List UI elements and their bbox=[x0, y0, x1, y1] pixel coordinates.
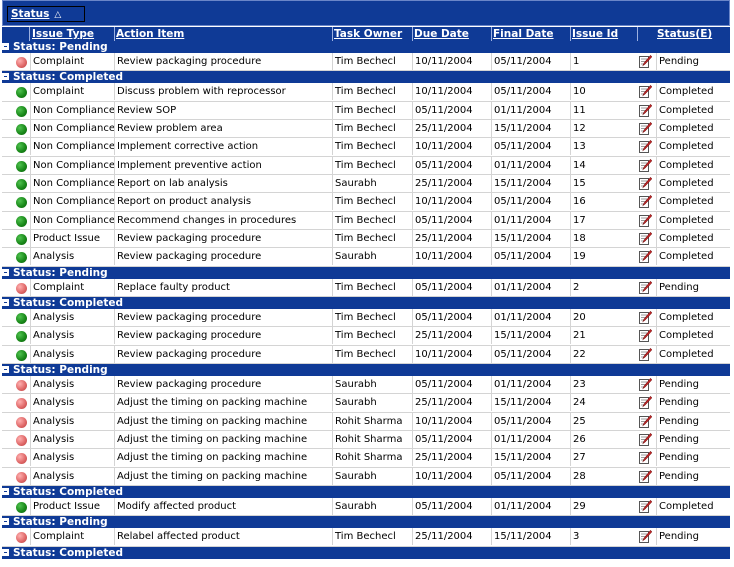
edit-icon[interactable] bbox=[639, 500, 652, 513]
group-header-row[interactable] bbox=[2, 547, 730, 559]
cell-status-e: Pending bbox=[656, 468, 730, 485]
cell-task-owner: Saurabh bbox=[332, 175, 413, 192]
status-pending-indicator-icon bbox=[16, 435, 27, 446]
cell-task-owner: Tim Bechecl bbox=[332, 279, 413, 296]
collapse-toggle-icon[interactable] bbox=[2, 73, 9, 80]
edit-icon[interactable] bbox=[639, 159, 652, 172]
collapse-toggle-icon[interactable] bbox=[2, 299, 9, 306]
cell-issue-type: Analysis bbox=[30, 394, 115, 411]
cell-status-e: Completed bbox=[656, 138, 730, 155]
cell-final-date: 01/11/2004 bbox=[491, 376, 571, 393]
cell-due-date: 25/11/2004 bbox=[412, 394, 492, 411]
group-by-label: Status bbox=[11, 8, 50, 20]
table-row[interactable] bbox=[2, 120, 730, 138]
collapse-toggle-icon[interactable] bbox=[2, 488, 9, 495]
cell-issue-type: Complaint bbox=[30, 279, 115, 296]
cell-action-item: Relabel affected product bbox=[114, 528, 333, 545]
cell-due-date: 05/11/2004 bbox=[412, 212, 492, 229]
cell-final-date: 05/11/2004 bbox=[491, 83, 571, 100]
grid-body bbox=[2, 41, 730, 559]
cell-issue-type: Product Issue bbox=[30, 230, 115, 247]
cell-issue-type: Non Compliance bbox=[30, 175, 115, 192]
cell-action-item: Implement preventive action bbox=[114, 157, 333, 174]
cell-issue-id: 15 bbox=[570, 175, 638, 192]
cell-issue-type: Non Compliance bbox=[30, 212, 115, 229]
status-completed-indicator-icon bbox=[16, 350, 27, 361]
table-row[interactable] bbox=[2, 346, 730, 364]
cell-task-owner: Tim Bechecl bbox=[332, 102, 413, 119]
cell-action-item: Review SOP bbox=[114, 102, 333, 119]
cell-action-item: Report on product analysis bbox=[114, 193, 333, 210]
table-row[interactable] bbox=[2, 309, 730, 327]
table-row[interactable] bbox=[2, 230, 730, 248]
status-completed-indicator-icon bbox=[16, 87, 27, 98]
cell-issue-type: Analysis bbox=[30, 449, 115, 466]
table-row[interactable] bbox=[2, 431, 730, 449]
cell-task-owner: Tim Bechecl bbox=[332, 309, 413, 326]
cell-due-date: 05/11/2004 bbox=[412, 279, 492, 296]
cell-issue-type: Complaint bbox=[30, 83, 115, 100]
cell-task-owner: Saurabh bbox=[332, 248, 413, 265]
cell-status-e: Pending bbox=[656, 376, 730, 393]
group-header-row[interactable] bbox=[2, 41, 730, 53]
cell-issue-id: 10 bbox=[570, 83, 638, 100]
cell-issue-type: Non Compliance bbox=[30, 157, 115, 174]
cell-status-e: Completed bbox=[656, 83, 730, 100]
column-header-due-date[interactable]: Due Date bbox=[414, 28, 469, 40]
table-row[interactable] bbox=[2, 212, 730, 230]
cell-issue-id: 26 bbox=[570, 431, 638, 448]
cell-status-e: Pending bbox=[656, 449, 730, 466]
edit-icon[interactable] bbox=[639, 177, 652, 190]
cell-issue-id: 27 bbox=[570, 449, 638, 466]
cell-issue-id: 17 bbox=[570, 212, 638, 229]
cell-issue-id: 24 bbox=[570, 394, 638, 411]
status-pending-indicator-icon bbox=[16, 283, 27, 294]
cell-task-owner: Tim Bechecl bbox=[332, 193, 413, 210]
table-row[interactable] bbox=[2, 138, 730, 156]
cell-task-owner: Tim Bechecl bbox=[332, 327, 413, 344]
cell-final-date: 05/11/2004 bbox=[491, 53, 571, 70]
cell-issue-type: Analysis bbox=[30, 431, 115, 448]
cell-status-e: Completed bbox=[656, 193, 730, 210]
status-completed-indicator-icon bbox=[16, 313, 27, 324]
cell-due-date: 10/11/2004 bbox=[412, 248, 492, 265]
cell-issue-id: 22 bbox=[570, 346, 638, 363]
cell-issue-id: 29 bbox=[570, 498, 638, 515]
collapse-toggle-icon[interactable] bbox=[2, 366, 9, 373]
status-completed-indicator-icon bbox=[16, 331, 27, 342]
cell-issue-type: Analysis bbox=[30, 413, 115, 430]
cell-due-date: 10/11/2004 bbox=[412, 413, 492, 430]
cell-action-item: Adjust the timing on packing machine bbox=[114, 468, 333, 485]
group-by-status-chip[interactable] bbox=[7, 6, 85, 22]
cell-final-date: 05/11/2004 bbox=[491, 193, 571, 210]
cell-issue-type: Non Compliance bbox=[30, 102, 115, 119]
header-separator bbox=[29, 27, 30, 41]
edit-icon[interactable] bbox=[639, 104, 652, 117]
status-completed-indicator-icon bbox=[16, 106, 27, 117]
cell-status-e: Completed bbox=[656, 309, 730, 326]
cell-due-date: 25/11/2004 bbox=[412, 528, 492, 545]
cell-due-date: 10/11/2004 bbox=[412, 83, 492, 100]
cell-issue-id: 12 bbox=[570, 120, 638, 137]
cell-status-e: Pending bbox=[656, 279, 730, 296]
cell-issue-type: Analysis bbox=[30, 346, 115, 363]
collapse-toggle-icon[interactable] bbox=[2, 43, 9, 50]
cell-final-date: 01/11/2004 bbox=[491, 431, 571, 448]
cell-task-owner: Tim Bechecl bbox=[332, 157, 413, 174]
edit-icon[interactable] bbox=[639, 348, 652, 361]
cell-task-owner: Tim Bechecl bbox=[332, 120, 413, 137]
cell-action-item: Adjust the timing on packing machine bbox=[114, 394, 333, 411]
status-pending-indicator-icon bbox=[16, 398, 27, 409]
cell-status-e: Completed bbox=[656, 230, 730, 247]
cell-issue-type: Analysis bbox=[30, 309, 115, 326]
cell-final-date: 15/11/2004 bbox=[491, 394, 571, 411]
cell-final-date: 05/11/2004 bbox=[491, 138, 571, 155]
cell-action-item: Review packaging procedure bbox=[114, 376, 333, 393]
table-row[interactable] bbox=[2, 53, 730, 71]
cell-status-e: Completed bbox=[656, 346, 730, 363]
cell-action-item: Adjust the timing on packing machine bbox=[114, 431, 333, 448]
cell-issue-id: 2 bbox=[570, 279, 638, 296]
table-row[interactable] bbox=[2, 83, 730, 101]
cell-final-date: 01/11/2004 bbox=[491, 309, 571, 326]
cell-action-item: Recommend changes in procedures bbox=[114, 212, 333, 229]
cell-status-e: Completed bbox=[656, 212, 730, 229]
cell-final-date: 15/11/2004 bbox=[491, 449, 571, 466]
edit-icon[interactable] bbox=[639, 451, 652, 464]
cell-issue-id: 23 bbox=[570, 376, 638, 393]
edit-icon[interactable] bbox=[639, 433, 652, 446]
group-header-row[interactable] bbox=[2, 364, 730, 376]
cell-status-e: Completed bbox=[656, 102, 730, 119]
status-completed-indicator-icon bbox=[16, 252, 27, 263]
cell-task-owner: Tim Bechecl bbox=[332, 230, 413, 247]
cell-final-date: 15/11/2004 bbox=[491, 120, 571, 137]
group-label: Status: Completed bbox=[13, 71, 124, 84]
edit-icon[interactable] bbox=[639, 195, 652, 208]
cell-action-item: Review packaging procedure bbox=[114, 230, 333, 247]
group-label: Status: Completed bbox=[13, 546, 124, 559]
cell-due-date: 05/11/2004 bbox=[412, 431, 492, 448]
group-header-row[interactable] bbox=[2, 297, 730, 309]
cell-task-owner: Tim Bechecl bbox=[332, 53, 413, 70]
table-row[interactable] bbox=[2, 327, 730, 345]
table-row[interactable] bbox=[2, 175, 730, 193]
cell-final-date: 01/11/2004 bbox=[491, 102, 571, 119]
cell-action-item: Adjust the timing on packing machine bbox=[114, 449, 333, 466]
cell-due-date: 25/11/2004 bbox=[412, 327, 492, 344]
cell-final-date: 05/11/2004 bbox=[491, 346, 571, 363]
group-header-row[interactable] bbox=[2, 267, 730, 279]
cell-status-e: Completed bbox=[656, 248, 730, 265]
cell-status-e: Pending bbox=[656, 394, 730, 411]
cell-issue-id: 19 bbox=[570, 248, 638, 265]
group-header-row[interactable] bbox=[2, 516, 730, 528]
cell-due-date: 10/11/2004 bbox=[412, 53, 492, 70]
cell-due-date: 10/11/2004 bbox=[412, 193, 492, 210]
edit-icon[interactable] bbox=[639, 232, 652, 245]
cell-final-date: 01/11/2004 bbox=[491, 157, 571, 174]
cell-status-e: Completed bbox=[656, 498, 730, 515]
cell-issue-id: 14 bbox=[570, 157, 638, 174]
header-separator bbox=[332, 27, 333, 41]
cell-final-date: 05/11/2004 bbox=[491, 248, 571, 265]
group-by-panel bbox=[2, 0, 730, 26]
status-pending-indicator-icon bbox=[16, 380, 27, 391]
cell-action-item: Review packaging procedure bbox=[114, 248, 333, 265]
header-separator bbox=[412, 27, 413, 41]
cell-due-date: 05/11/2004 bbox=[412, 157, 492, 174]
group-label: Status: Pending bbox=[13, 266, 108, 279]
table-row[interactable] bbox=[2, 468, 730, 486]
table-row[interactable] bbox=[2, 248, 730, 266]
cell-issue-type: Complaint bbox=[30, 53, 115, 70]
status-completed-indicator-icon bbox=[16, 234, 27, 245]
cell-final-date: 05/11/2004 bbox=[491, 413, 571, 430]
table-row[interactable] bbox=[2, 193, 730, 211]
cell-action-item: Report on lab analysis bbox=[114, 175, 333, 192]
edit-icon[interactable] bbox=[639, 329, 652, 342]
cell-due-date: 05/11/2004 bbox=[412, 309, 492, 326]
cell-task-owner: Tim Bechecl bbox=[332, 83, 413, 100]
column-header-row bbox=[2, 27, 730, 41]
header-separator bbox=[491, 27, 492, 41]
cell-final-date: 15/11/2004 bbox=[491, 175, 571, 192]
cell-action-item: Replace faulty product bbox=[114, 279, 333, 296]
cell-issue-type: Non Compliance bbox=[30, 120, 115, 137]
cell-issue-type: Analysis bbox=[30, 327, 115, 344]
cell-action-item: Review packaging procedure bbox=[114, 309, 333, 326]
cell-task-owner: Rohit Sharma bbox=[332, 413, 413, 430]
cell-issue-id: 16 bbox=[570, 193, 638, 210]
column-header-action-item[interactable]: Action Item bbox=[116, 28, 185, 40]
edit-icon[interactable] bbox=[639, 122, 652, 135]
group-label: Status: Completed bbox=[13, 296, 124, 309]
status-completed-indicator-icon bbox=[16, 197, 27, 208]
column-header-final-date[interactable]: Final Date bbox=[493, 28, 554, 40]
cell-status-e: Completed bbox=[656, 157, 730, 174]
cell-final-date: 01/11/2004 bbox=[491, 212, 571, 229]
cell-action-item: Adjust the timing on packing machine bbox=[114, 413, 333, 430]
status-completed-indicator-icon bbox=[16, 179, 27, 190]
column-header-task-owner[interactable]: Task Owner bbox=[334, 28, 403, 40]
cell-issue-type: Analysis bbox=[30, 468, 115, 485]
table-row[interactable] bbox=[2, 157, 730, 175]
cell-task-owner: Tim Bechecl bbox=[332, 138, 413, 155]
cell-status-e: Completed bbox=[656, 120, 730, 137]
cell-action-item: Review packaging procedure bbox=[114, 327, 333, 344]
cell-issue-type: Non Compliance bbox=[30, 138, 115, 155]
edit-icon[interactable] bbox=[639, 281, 652, 294]
table-row[interactable] bbox=[2, 376, 730, 394]
cell-status-e: Pending bbox=[656, 413, 730, 430]
status-completed-indicator-icon bbox=[16, 124, 27, 135]
table-row[interactable] bbox=[2, 413, 730, 431]
cell-due-date: 05/11/2004 bbox=[412, 102, 492, 119]
cell-due-date: 10/11/2004 bbox=[412, 346, 492, 363]
status-completed-indicator-icon bbox=[16, 502, 27, 513]
cell-issue-type: Analysis bbox=[30, 376, 115, 393]
table-row[interactable] bbox=[2, 102, 730, 120]
cell-due-date: 25/11/2004 bbox=[412, 449, 492, 466]
cell-status-e: Completed bbox=[656, 175, 730, 192]
table-row[interactable] bbox=[2, 279, 730, 297]
cell-task-owner: Rohit Sharma bbox=[332, 431, 413, 448]
status-pending-indicator-icon bbox=[16, 453, 27, 464]
cell-status-e: Pending bbox=[656, 53, 730, 70]
cell-status-e: Pending bbox=[656, 431, 730, 448]
header-separator bbox=[570, 27, 571, 41]
group-header-row[interactable] bbox=[2, 486, 730, 498]
edit-icon[interactable] bbox=[639, 85, 652, 98]
edit-icon[interactable] bbox=[639, 470, 652, 483]
table-row[interactable] bbox=[2, 528, 730, 546]
cell-action-item: Review problem area bbox=[114, 120, 333, 137]
edit-icon[interactable] bbox=[639, 250, 652, 263]
edit-icon[interactable] bbox=[639, 415, 652, 428]
cell-status-e: Completed bbox=[656, 327, 730, 344]
edit-icon[interactable] bbox=[639, 378, 652, 391]
cell-task-owner: Saurabh bbox=[332, 498, 413, 515]
edit-icon[interactable] bbox=[639, 396, 652, 409]
cell-task-owner: Saurabh bbox=[332, 394, 413, 411]
edit-icon[interactable] bbox=[639, 55, 652, 68]
cell-issue-id: 1 bbox=[570, 53, 638, 70]
cell-issue-type: Product Issue bbox=[30, 498, 115, 515]
collapse-toggle-icon[interactable] bbox=[2, 549, 9, 556]
column-header-issue-type[interactable]: Issue Type bbox=[32, 28, 95, 40]
cell-issue-id: 13 bbox=[570, 138, 638, 155]
cell-due-date: 25/11/2004 bbox=[412, 175, 492, 192]
cell-issue-id: 28 bbox=[570, 468, 638, 485]
cell-due-date: 10/11/2004 bbox=[412, 468, 492, 485]
cell-action-item: Review packaging procedure bbox=[114, 346, 333, 363]
cell-final-date: 15/11/2004 bbox=[491, 528, 571, 545]
cell-task-owner: Saurabh bbox=[332, 468, 413, 485]
column-header-issue-id[interactable]: Issue Id bbox=[572, 28, 619, 40]
cell-issue-id: 3 bbox=[570, 528, 638, 545]
status-pending-indicator-icon bbox=[16, 532, 27, 543]
cell-status-e: Pending bbox=[656, 528, 730, 545]
cell-issue-type: Complaint bbox=[30, 528, 115, 545]
status-pending-indicator-icon bbox=[16, 57, 27, 68]
cell-issue-type: Analysis bbox=[30, 248, 115, 265]
table-row[interactable] bbox=[2, 394, 730, 412]
cell-due-date: 25/11/2004 bbox=[412, 230, 492, 247]
cell-final-date: 01/11/2004 bbox=[491, 498, 571, 515]
collapse-toggle-icon[interactable] bbox=[2, 269, 9, 276]
cell-issue-id: 18 bbox=[570, 230, 638, 247]
collapse-toggle-icon[interactable] bbox=[2, 518, 9, 525]
edit-icon[interactable] bbox=[639, 311, 652, 324]
cell-task-owner: Tim Bechecl bbox=[332, 528, 413, 545]
cell-final-date: 15/11/2004 bbox=[491, 327, 571, 344]
cell-task-owner: Rohit Sharma bbox=[332, 449, 413, 466]
edit-icon[interactable] bbox=[639, 140, 652, 153]
cell-due-date: 05/11/2004 bbox=[412, 498, 492, 515]
cell-due-date: 10/11/2004 bbox=[412, 138, 492, 155]
status-pending-indicator-icon bbox=[16, 472, 27, 483]
status-pending-indicator-icon bbox=[16, 417, 27, 428]
header-separator bbox=[114, 27, 115, 41]
status-completed-indicator-icon bbox=[16, 216, 27, 227]
status-completed-indicator-icon bbox=[16, 161, 27, 172]
group-label: Status: Completed bbox=[13, 485, 124, 498]
group-header-row[interactable] bbox=[2, 71, 730, 83]
group-label: Status: Pending bbox=[13, 516, 108, 529]
cell-task-owner: Saurabh bbox=[332, 376, 413, 393]
cell-due-date: 25/11/2004 bbox=[412, 120, 492, 137]
header-separator bbox=[637, 27, 638, 41]
edit-icon[interactable] bbox=[639, 214, 652, 227]
cell-due-date: 05/11/2004 bbox=[412, 376, 492, 393]
cell-issue-type: Non Compliance bbox=[30, 193, 115, 210]
group-label: Status: Pending bbox=[13, 41, 108, 53]
group-label: Status: Pending bbox=[13, 363, 108, 376]
sort-ascending-icon: △ bbox=[54, 10, 62, 20]
cell-issue-id: 25 bbox=[570, 413, 638, 430]
cell-task-owner: Tim Bechecl bbox=[332, 212, 413, 229]
cell-action-item: Modify affected product bbox=[114, 498, 333, 515]
column-header-status-e[interactable]: Status(E) bbox=[657, 28, 713, 40]
cell-action-item: Implement corrective action bbox=[114, 138, 333, 155]
cell-task-owner: Tim Bechecl bbox=[332, 346, 413, 363]
cell-issue-id: 21 bbox=[570, 327, 638, 344]
cell-action-item: Discuss problem with reprocessor bbox=[114, 83, 333, 100]
cell-final-date: 01/11/2004 bbox=[491, 279, 571, 296]
cell-action-item: Review packaging procedure bbox=[114, 53, 333, 70]
cell-issue-id: 11 bbox=[570, 102, 638, 119]
table-row[interactable] bbox=[2, 498, 730, 516]
cell-final-date: 15/11/2004 bbox=[491, 230, 571, 247]
table-row[interactable] bbox=[2, 449, 730, 467]
edit-icon[interactable] bbox=[639, 530, 652, 543]
cell-issue-id: 20 bbox=[570, 309, 638, 326]
status-completed-indicator-icon bbox=[16, 142, 27, 153]
cell-final-date: 05/11/2004 bbox=[491, 468, 571, 485]
